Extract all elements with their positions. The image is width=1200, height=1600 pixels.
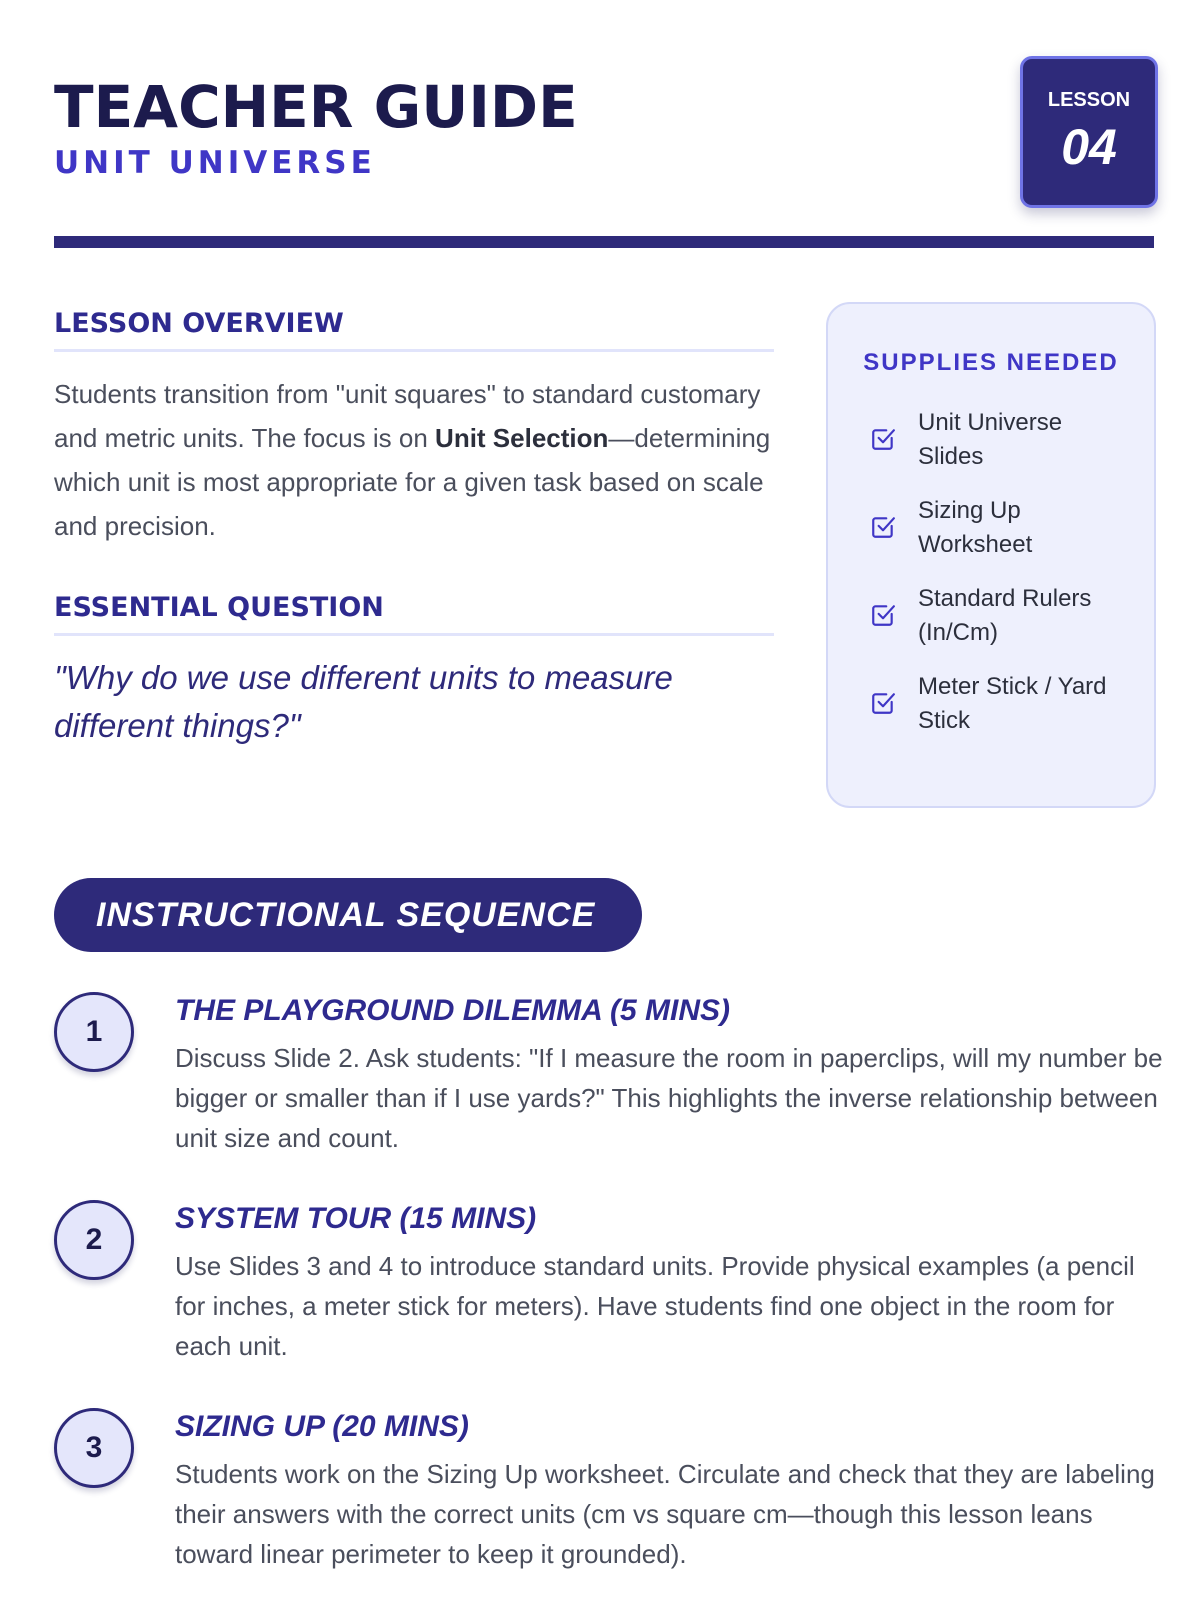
checkbox-icon <box>870 690 896 716</box>
supply-item <box>828 492 1154 580</box>
supply-label: Meter Stick / Yard Stick <box>918 673 1107 734</box>
supply-label: Standard Rulers (In/Cm) <box>918 585 1092 646</box>
lesson-label: LESSON <box>1047 89 1131 111</box>
essential-question: "Why do we use different units to measure different things?" <box>54 659 673 744</box>
page-subtitle: UNIT UNIVERSE <box>54 145 376 181</box>
checkbox-icon <box>870 514 896 540</box>
checkbox-icon <box>870 602 896 628</box>
step-number: 2 <box>54 1200 134 1280</box>
supply-item <box>828 404 1154 492</box>
page-title: TEACHER GUIDE <box>54 73 578 141</box>
overview-text-end: —determining which unit is most appropriate for a given task based on scale and precision. <box>54 423 771 541</box>
step-text: Discuss Slide 2. Ask students: "If I measure the room in paperclips, will my number be bigger or smaller than if I use yards?" This highlights the inverse relationship between unit size and count. <box>175 1043 1163 1153</box>
question-heading: ESSENTIAL QUESTION <box>54 592 774 636</box>
step-number: 3 <box>54 1408 134 1488</box>
supply-label: Unit Universe Slides <box>918 409 1063 470</box>
supply-item <box>828 580 1154 668</box>
supplies-heading: SUPPLIES NEEDED <box>863 349 1119 376</box>
supply-label: Sizing Up Worksheet <box>918 497 1033 558</box>
step-text: Students work on the Sizing Up worksheet. Circulate and check that they are labeling their answers with the correct units (cm vs square cm—though this lesson leans toward linear perimeter to keep it grounded). <box>175 1459 1155 1569</box>
overview-bold: Unit Selection <box>435 423 609 453</box>
overview-text-start: Students transition from "unit squares" to standard customary and metric units. The focus is on <box>54 379 761 453</box>
supply-list <box>828 404 1154 756</box>
step-title: SYSTEM TOUR (15 MINS) <box>175 1202 537 1235</box>
step-title: THE PLAYGROUND DILEMMA (5 MINS) <box>175 994 730 1027</box>
step-number: 1 <box>54 992 134 1072</box>
sequence-heading: INSTRUCTIONAL SEQUENCE <box>54 878 642 952</box>
supplies-panel <box>826 302 1156 808</box>
header <box>54 56 1154 206</box>
lesson-number: 04 <box>1061 119 1117 175</box>
step-title: SIZING UP (20 MINS) <box>175 1410 469 1443</box>
header-divider <box>54 236 1154 248</box>
overview-text <box>54 372 774 548</box>
overview-heading: LESSON OVERVIEW <box>54 308 774 352</box>
supply-item <box>828 668 1154 756</box>
step-text: Use Slides 3 and 4 to introduce standard units. Provide physical examples (a pencil for inches, a meter stick for meters). Have students find one object in the room for each unit. <box>175 1251 1135 1361</box>
checkbox-icon <box>870 426 896 452</box>
lesson-badge <box>1020 56 1158 208</box>
